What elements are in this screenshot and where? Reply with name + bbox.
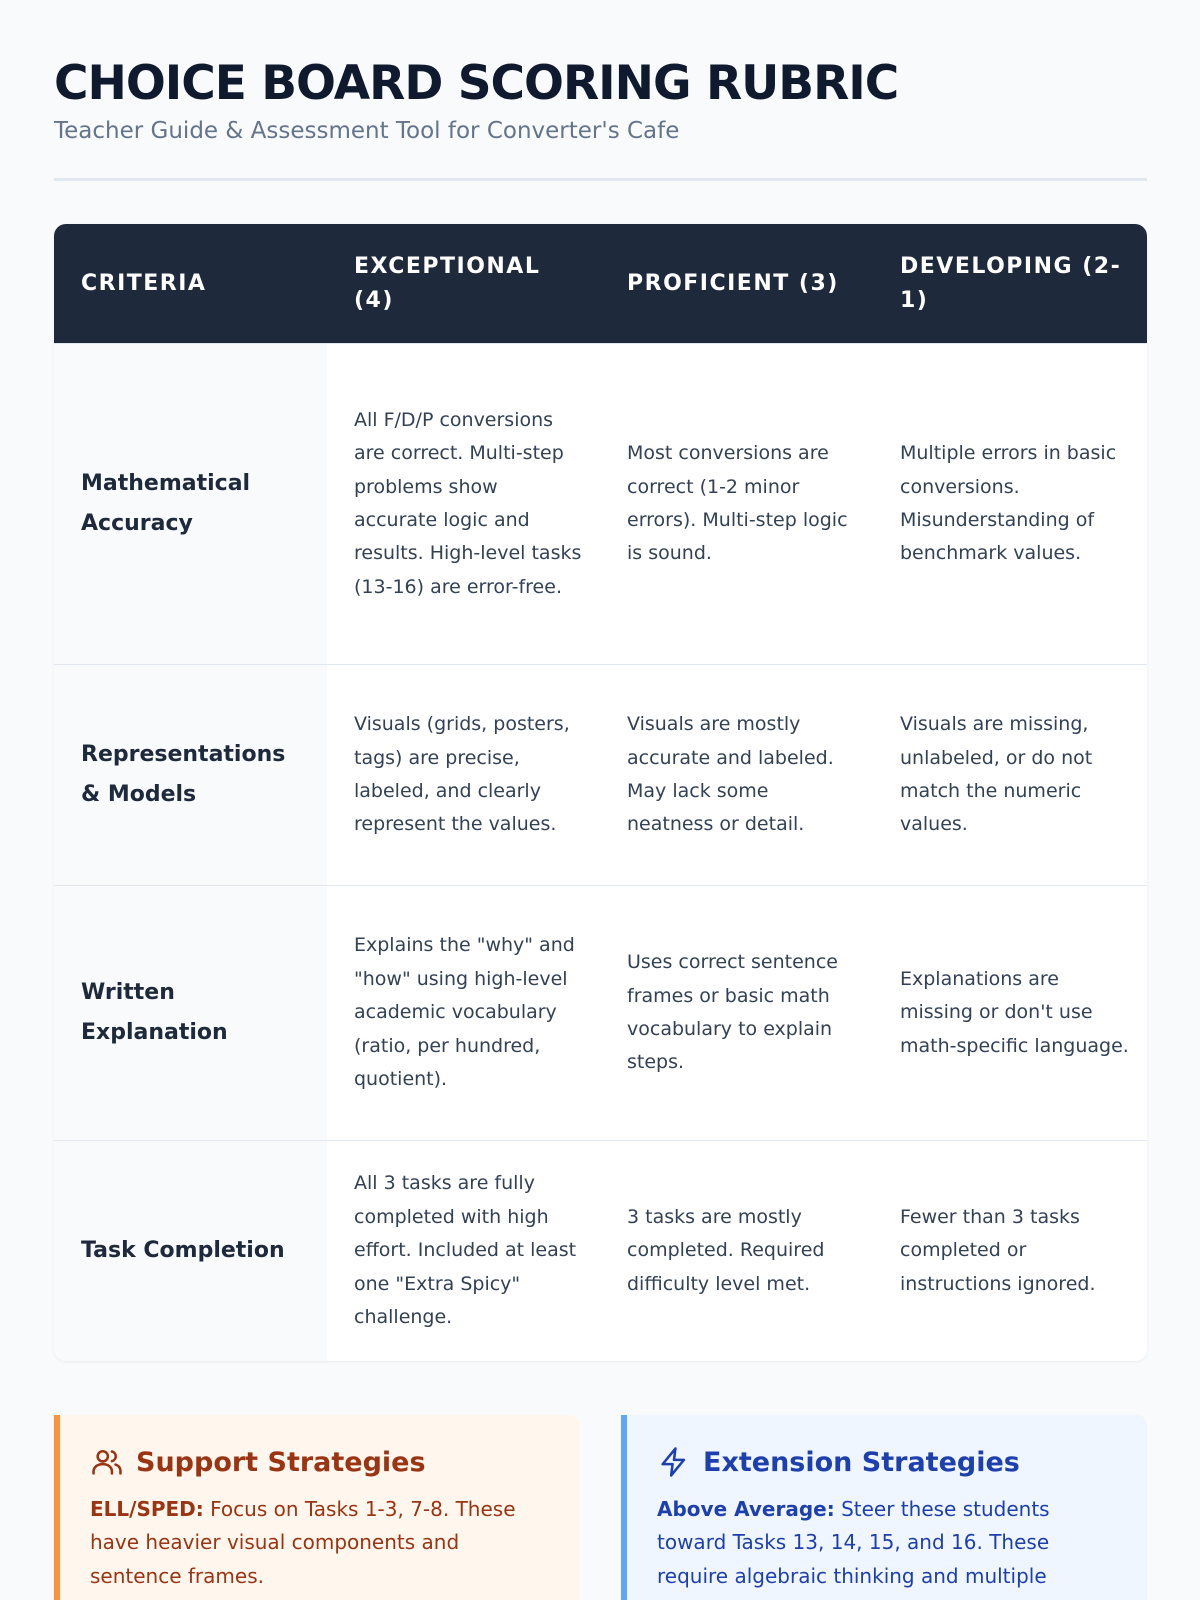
column-header-criteria: CRITERIA [81,270,207,296]
developing-cell: Explanations are missing or don't use math-specific language. [873,886,1147,1140]
developing-cell: Multiple errors in basic conversions. Misunderstanding of benchmark values. [873,344,1147,664]
criteria-cell: Mathematical Accuracy [54,344,327,664]
support-text: Focus on Tasks 1-3, 7-8. These have heavier visual components and sentence frames. [90,1497,516,1588]
criteria-cell: Representations & Models [54,665,327,885]
developing-cell: Fewer than 3 tasks completed or instructions ignored. [873,1141,1147,1361]
extension-card-body [657,1493,1117,1593]
support-card-header [90,1443,550,1481]
table-row [54,885,1147,1140]
column-header-exceptional: EXCEPTIONAL (4) [354,253,541,313]
page-subtitle: Teacher Guide & Assessment Tool for Converter's Cafe [54,118,680,144]
criteria-cell: Written Explanation [54,886,327,1140]
rubric-header-row [54,224,1147,343]
table-row [54,664,1147,885]
strategies-section [54,1415,1147,1600]
column-header-developing: DEVELOPING (2-1) [900,253,1122,313]
exceptional-cell: All 3 tasks are fully completed with high effort. Included at least one "Extra Spicy" challenge. [327,1141,600,1361]
exceptional-cell: Explains the "why" and "how" using high-level academic vocabulary (ratio, per hundred, quotient). [327,886,600,1140]
users-icon [90,1445,124,1479]
proficient-cell: Most conversions are correct (1-2 minor errors). Multi-step logic is sound. [600,344,873,664]
header-divider [54,178,1147,181]
support-card-body [90,1493,550,1593]
rubric-table [54,224,1147,1361]
extension-card-title: Extension Strategies [703,1446,1020,1478]
page-title: CHOICE BOARD SCORING RUBRIC [54,56,899,111]
exceptional-cell: Visuals (grids, posters, tags) are precise, labeled, and clearly represent the values. [327,665,600,885]
criteria-cell: Task Completion [54,1141,327,1361]
exceptional-cell: All F/D/P conversions are correct. Multi-step problems show accurate logic and results. High-level tasks (13-16) are error-free. [327,344,600,664]
developing-cell: Visuals are missing, unlabeled, or do not match the numeric values. [873,665,1147,885]
table-row [54,343,1147,664]
extension-lead: Above Average: [657,1497,835,1521]
proficient-cell: 3 tasks are mostly completed. Required difficulty level met. [600,1141,873,1361]
extension-card-header [657,1443,1117,1481]
table-row [54,1140,1147,1361]
support-card-title: Support Strategies [136,1446,426,1478]
lightning-icon [657,1445,691,1479]
proficient-cell: Uses correct sentence frames or basic math vocabulary to explain steps. [600,886,873,1140]
support-strategies-card [54,1415,580,1600]
column-header-proficient: PROFICIENT (3) [627,270,839,296]
support-lead: ELL/SPED: [90,1497,204,1521]
extension-text: Steer these students toward Tasks 13, 14, 15, and 16. These require algebraic thinking and multiple [657,1497,1050,1588]
extension-strategies-card [621,1415,1147,1600]
proficient-cell: Visuals are mostly accurate and labeled. May lack some neatness or detail. [600,665,873,885]
